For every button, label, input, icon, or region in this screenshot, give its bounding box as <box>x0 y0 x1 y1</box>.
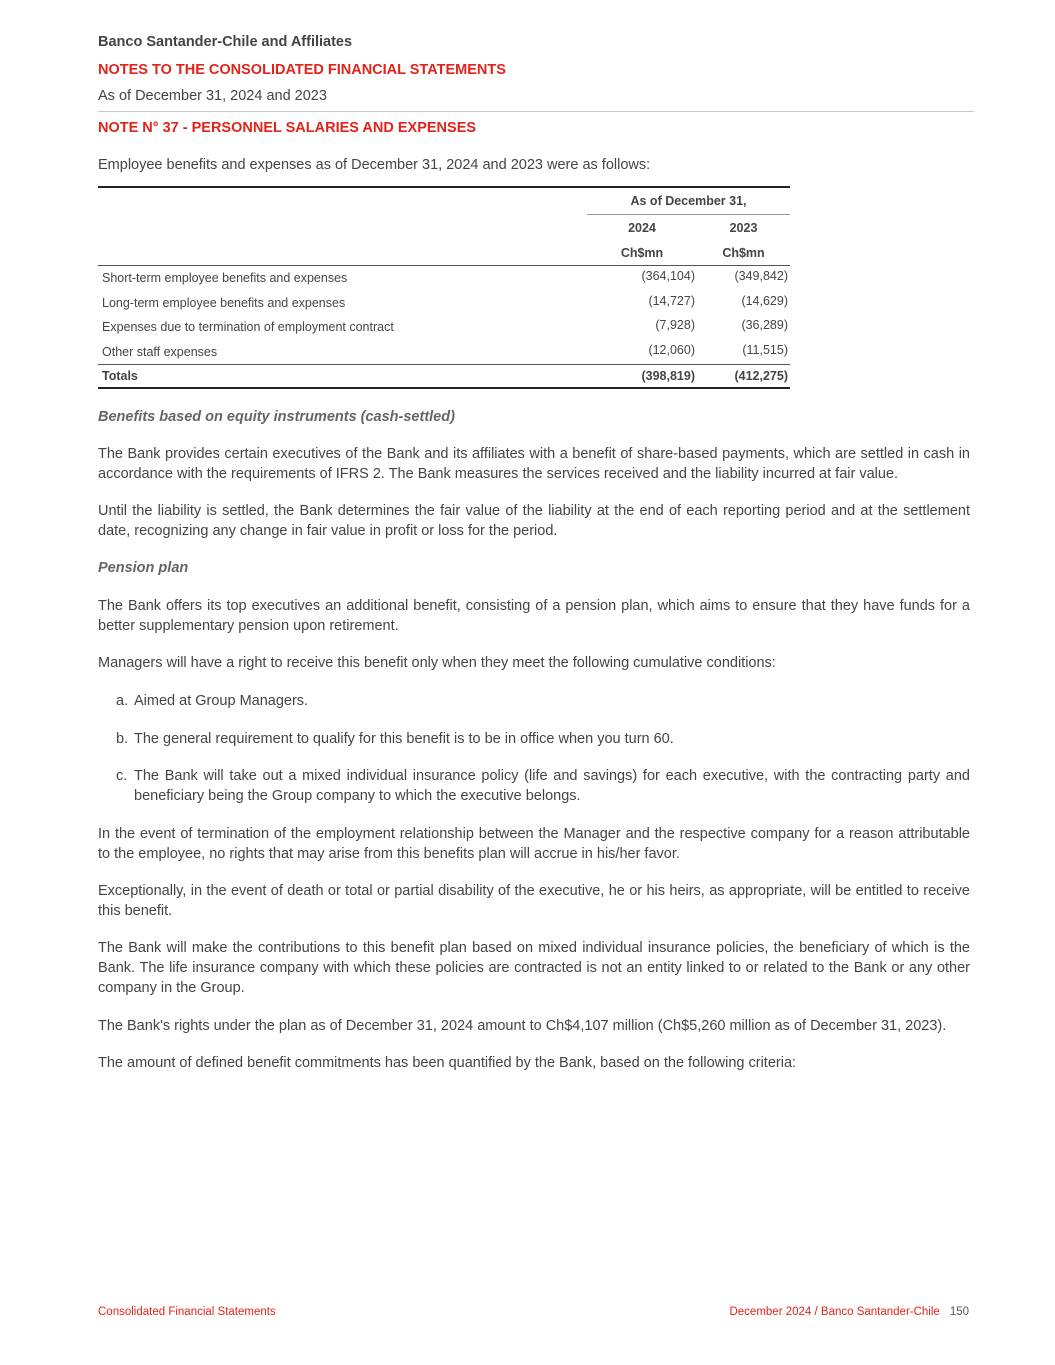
pension-paragraph-1: The Bank offers its top executives an additional benefit, consisting of a pension plan, which aims to ensure that they have funds for a better supplementary pension upon retirement. <box>98 598 970 634</box>
header-divider <box>98 111 974 112</box>
equity-section-heading: Benefits based on equity instruments (cash-settled) <box>98 409 455 425</box>
list-text: The Bank will take out a mixed individual insurance policy (life and savings) for each executive, with the contracting party and beneficiary being the Group company to which the executive belongs. <box>134 768 970 804</box>
personnel-expenses-table <box>98 186 790 389</box>
list-marker: c. <box>116 768 128 784</box>
table-unit-header-row <box>98 240 790 266</box>
date-line: As of December 31, 2024 and 2023 <box>98 88 327 104</box>
pension-paragraph-6: The Bank's rights under the plan as of December 31, 2024 amount to Ch$4,107 million (Ch$5,260 million as of December 31, 2023). <box>98 1018 947 1034</box>
list-text: Aimed at Group Managers. <box>134 693 309 709</box>
row-value-2024: (364,104) <box>641 269 695 284</box>
list-text: The general requirement to qualify for this benefit is to be in office when you turn 60. <box>134 731 674 747</box>
total-label: Totals <box>98 365 587 389</box>
equity-paragraph-1: The Bank provides certain executives of the Bank and its affiliates with a benefit of share-based payments, which are settled in cash in accordance with the requirements of IFRS 2. The Bank measures the services received and the liability incurred at fair value. <box>98 446 970 482</box>
pension-paragraph-5: The Bank will make the contributions to this benefit plan based on mixed individual insurance policies, the beneficiary of which is the Bank. The life insurance company with which these policies are contracted is not an entity linked to or related to the Bank or any other company in the Group. <box>98 940 970 996</box>
equity-paragraph-2: Until the liability is settled, the Bank determines the fair value of the liability at the end of each reporting period and at the settlement date, recognizing any change in fair value in profit or loss for the period. <box>98 503 970 539</box>
row-value-2024: (14,727) <box>648 293 695 308</box>
list-item <box>116 729 970 749</box>
table-intro: Employee benefits and expenses as of December 31, 2024 and 2023 were as follows: <box>98 157 651 173</box>
pension-paragraph-4: Exceptionally, in the event of death or total or partial disability of the executive, he or his heirs, as appropriate, will be entitled to receive this benefit. <box>98 883 970 919</box>
footer-left: Consolidated Financial Statements <box>98 1306 276 1318</box>
row-value-2023: (349,842) <box>734 269 788 284</box>
footer-right <box>729 1306 969 1318</box>
page-number: 150 <box>949 1306 969 1318</box>
footer-right-text: December 2024 / Banco Santander-Chile <box>729 1306 940 1318</box>
group-header: As of December 31, <box>587 188 790 215</box>
row-value-2023: (36,289) <box>741 318 788 333</box>
pension-section-heading: Pension plan <box>98 560 189 576</box>
year-header-2023: 2023 <box>729 220 758 235</box>
row-label: Other staff expenses <box>98 340 587 365</box>
pension-paragraph-3: In the event of termination of the employment relationship between the Manager and the respective company for a reason attributable to the employee, no rights that may arise from this benefits plan will accrue in his/her favor. <box>98 826 970 862</box>
table-group-header-row <box>98 188 790 215</box>
row-value-2024: (7,928) <box>655 318 695 333</box>
table-total-row <box>98 365 790 389</box>
row-value-2024: (12,060) <box>587 338 697 363</box>
table-row <box>98 266 790 291</box>
pension-paragraph-7: The amount of defined benefit commitments has been quantified by the Bank, based on the following criteria: <box>98 1055 797 1071</box>
table-year-header-row <box>98 215 790 241</box>
list-marker: b. <box>116 731 129 747</box>
row-value-2023: (11,515) <box>697 338 790 363</box>
row-label: Expenses due to termination of employment contract <box>102 320 394 335</box>
note-title: NOTE N° 37 - PERSONNEL SALARIES AND EXPENSES <box>98 120 477 136</box>
company-name: Banco Santander-Chile and Affiliates <box>98 34 353 50</box>
unit-header-2024: Ch$mn <box>587 240 697 266</box>
list-marker: a. <box>116 693 129 709</box>
list-item <box>116 766 970 806</box>
table-row <box>98 340 790 365</box>
total-value-2023: (412,275) <box>697 365 790 389</box>
row-label: Short-term employee benefits and expenses <box>102 271 348 286</box>
list-item <box>116 691 970 711</box>
table-row <box>98 315 790 340</box>
row-label: Long-term employee benefits and expenses <box>102 295 346 310</box>
total-value-2024: (398,819) <box>587 365 697 389</box>
table-row <box>98 291 790 316</box>
document-title: NOTES TO THE CONSOLIDATED FINANCIAL STATEMENTS <box>98 62 506 78</box>
unit-header-2023: Ch$mn <box>697 240 790 266</box>
row-value-2023: (14,629) <box>741 293 788 308</box>
year-header-2024: 2024 <box>628 220 656 235</box>
pension-paragraph-2: Managers will have a right to receive this benefit only when they meet the following cumulative conditions: <box>98 655 776 671</box>
